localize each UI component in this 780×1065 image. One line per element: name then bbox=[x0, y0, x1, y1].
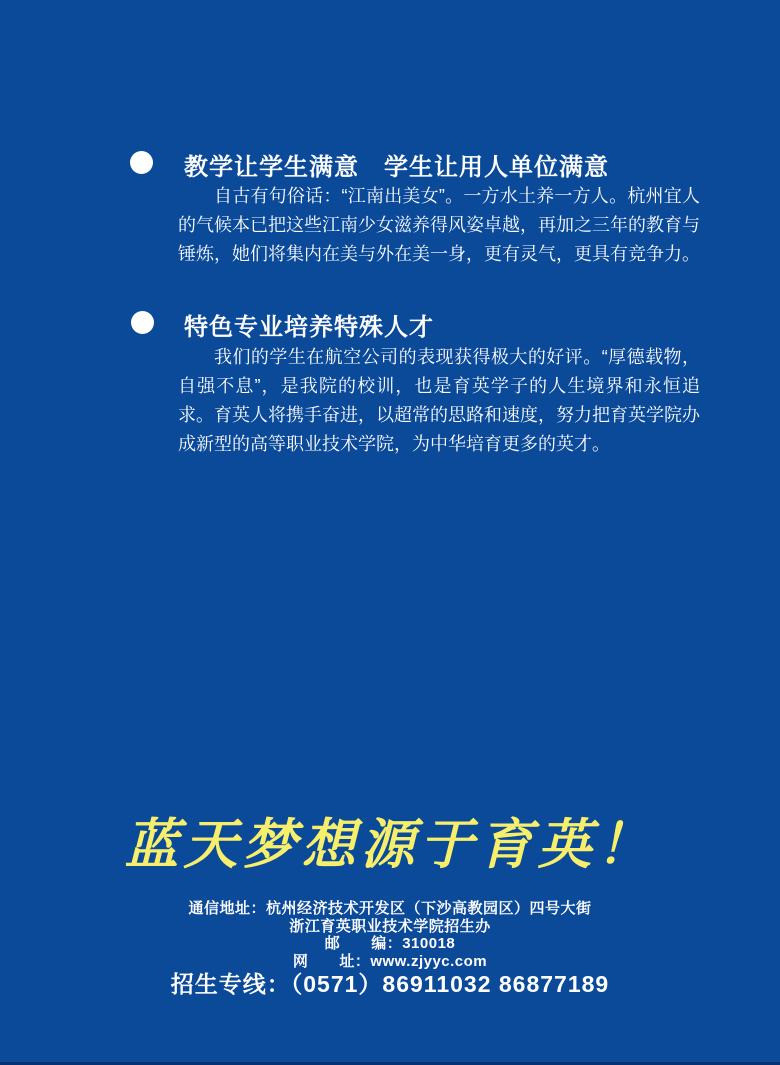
contact-address-line: 通信地址：杭州经济技术开发区（下沙高教园区）四号大街 bbox=[188, 900, 592, 917]
section-bullet-icon bbox=[131, 311, 154, 334]
section-1-heading: 教学让学生满意 学生让用人单位满意 bbox=[184, 154, 609, 181]
contact-block bbox=[0, 900, 780, 970]
contact-postcode-line: 邮 编：310018 bbox=[324, 935, 456, 952]
section-1-body: 自古有句俗话：“江南出美女”。一方水土养一方人。杭州宜人的气候本已把这些江南少女滋养得风姿卓越，再加之三年的教育与锤炼，她们将集内在美与外在美一身，更有灵气，更具有竞争力。 bbox=[178, 186, 700, 264]
admissions-hotline: 招生专线：（0571）86911032 86877189 bbox=[170, 971, 610, 997]
contact-office-line: 浙江育英职业技术学院招生办 bbox=[289, 917, 491, 935]
slogan-calligraphy: 蓝天梦想源于育英！ bbox=[124, 812, 656, 876]
section-2-heading: 特色专业培养特殊人才 bbox=[184, 314, 434, 341]
section-bullet-icon bbox=[130, 151, 153, 174]
section-2-body: 我们的学生在航空公司的表现获得极大的好评。“厚德载物，自强不息”，是我院的校训，也是育英学子的人生境界和永恒追求。育英人将携手奋进，以超常的思路和速度，努力把育英学院办成新型的高等职业技术学院，为中华培育更多的英才。 bbox=[178, 347, 700, 454]
contact-website-line: 网 址：www.zjyyc.com bbox=[292, 952, 488, 970]
